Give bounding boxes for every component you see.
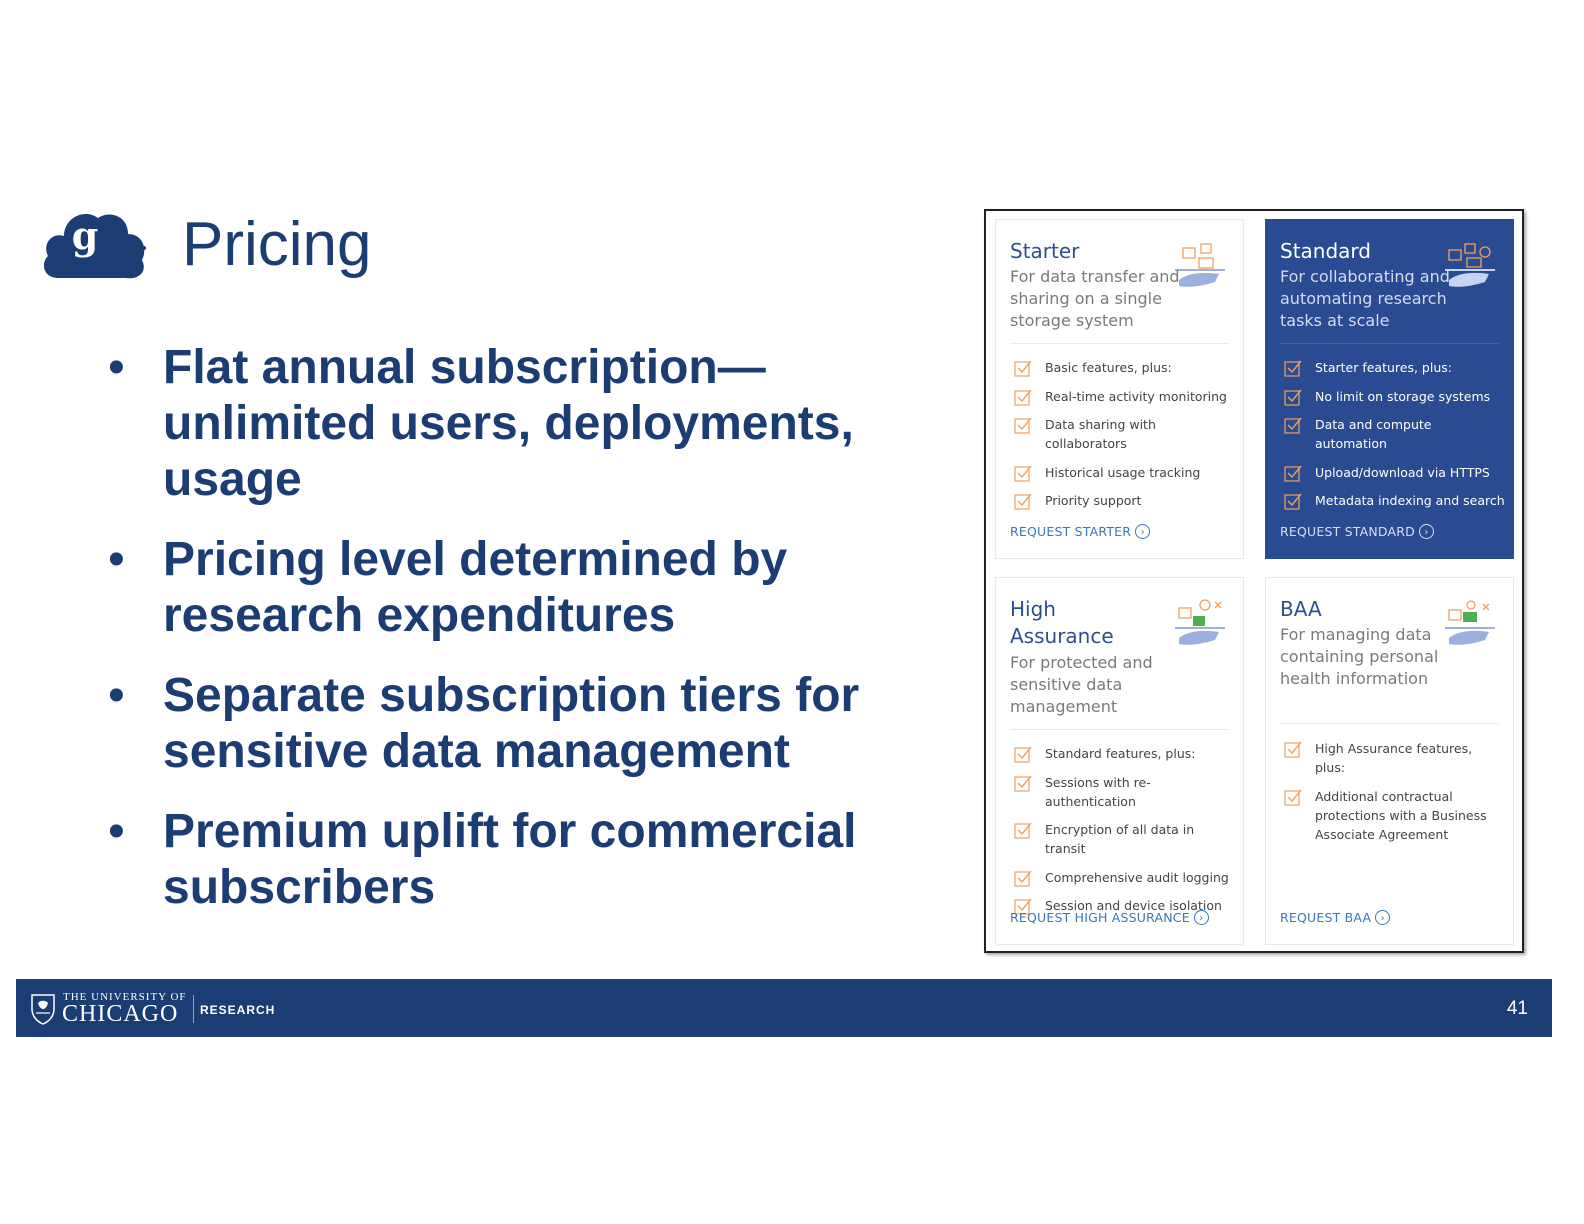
university-crest-icon [30,991,56,1025]
bullet-item: • Pricing level determined by research expenditures [108,532,928,644]
feature-item [1284,358,1505,377]
pricing-plans-panel [984,209,1524,953]
feature-text: Real-time activity monitoring [1045,388,1227,404]
feature-list [1014,358,1235,520]
feature-text: Additional contractual protections with a Business Associate Agreement [1315,788,1487,842]
plan-card-baa [1265,577,1514,945]
checkbox-check-icon [1014,774,1032,792]
plan-subtitle: For protected and sensitive data management [1010,653,1153,716]
feature-text: Encryption of all data in transit [1045,822,1195,856]
feature-text: Data and compute automation [1315,417,1432,451]
feature-item [1284,387,1505,406]
feature-text: Comprehensive audit logging [1045,869,1229,885]
footer-bar [16,979,1552,1037]
request-high-assurance-link[interactable] [1010,910,1209,925]
plan-title: Starter [1010,239,1080,263]
university-name: CHICAGO [62,1001,179,1027]
checkbox-check-icon [1014,464,1032,482]
card-divider [1280,343,1499,344]
checkbox-check-icon [1284,388,1302,406]
feature-item [1284,491,1505,510]
feature-text: Sessions with re-authentication [1045,774,1151,809]
plan-subtitle: For collaborating and automating research tasks at scale [1280,267,1450,330]
card-divider [1280,723,1499,724]
request-baa-link[interactable] [1280,910,1390,925]
footer-separator [193,995,194,1023]
card-divider [1010,343,1229,344]
feature-text: Session and device isolation [1045,898,1222,913]
plan-card-standard [1265,219,1514,559]
plan-title: BAA [1280,597,1322,621]
protected-data-hand-icon [1171,598,1229,650]
feature-item [1284,415,1505,453]
cta-label: REQUEST STARTER [1010,524,1132,539]
checkbox-check-icon [1284,788,1302,806]
feature-text: Metadata indexing and search [1315,493,1505,508]
feature-item [1014,358,1235,377]
plan-card-starter [995,219,1244,559]
university-name-small: THE UNIVERSITY OF [63,991,187,1003]
chevron-right-circle-icon: › [1194,910,1209,925]
feature-item [1014,387,1235,406]
plan-title: Standard [1280,239,1371,263]
feature-text: Historical usage tracking [1045,464,1201,480]
checkbox-check-icon [1014,416,1032,434]
cta-label: REQUEST STANDARD [1280,524,1415,539]
checkbox-check-icon [1284,492,1302,510]
feature-list [1284,358,1505,520]
feature-item [1014,491,1235,510]
plan-card-high-assurance [995,577,1244,945]
checkbox-check-icon [1014,821,1032,839]
feature-item [1014,744,1235,763]
checkbox-check-icon [1284,359,1302,377]
plan-title: High Assurance [1010,597,1114,648]
plan-subtitle: For data transfer and sharing on a single storage system [1010,267,1180,330]
feature-text: Starter features, plus: [1315,360,1452,375]
feature-text: Upload/download via HTTPS [1315,464,1490,480]
checkbox-check-icon [1014,388,1032,406]
feature-text: No limit on storage systems [1315,388,1491,404]
feature-text: Data sharing with collaborators [1045,417,1156,451]
page-number: 41 [1506,998,1528,1019]
bullet-list [108,340,928,940]
checkbox-check-icon [1284,416,1302,434]
globus-cloud-logo-icon [38,204,150,284]
feature-item [1014,820,1235,858]
feature-item [1014,868,1235,887]
feature-item [1284,739,1505,777]
feature-item [1014,415,1235,453]
feature-item [1284,787,1505,844]
feature-text: Priority support [1045,493,1142,508]
bullet-item: • Flat annual subscription— unlimited users, deployments, usage [108,340,928,508]
chevron-right-circle-icon: › [1419,524,1434,539]
checkbox-check-icon [1014,745,1032,763]
chevron-right-circle-icon: › [1375,910,1390,925]
chevron-right-circle-icon: › [1135,524,1150,539]
feature-list [1284,739,1505,853]
cta-label: REQUEST HIGH ASSURANCE [1010,910,1190,925]
checkbox-check-icon [1284,464,1302,482]
checkbox-check-icon [1284,740,1302,758]
feature-text: Standard features, plus: [1045,746,1196,761]
feature-item [1014,773,1235,811]
feature-text: Basic features, plus: [1045,360,1172,375]
checkbox-check-icon [1014,869,1032,887]
feature-item [1284,463,1505,482]
feature-item [1014,463,1235,482]
bullet-item: • Separate subscription tiers for sensitive data management [108,668,928,780]
feature-list [1014,744,1235,925]
card-divider [1010,729,1229,730]
svg-text:g: g [71,213,99,258]
checkbox-check-icon [1014,492,1032,510]
department-label: RESEARCH [200,1003,276,1017]
cta-label: REQUEST BAA [1280,910,1372,925]
feature-text: High Assurance features, plus: [1315,741,1473,775]
request-standard-link[interactable] [1280,524,1434,539]
checkbox-check-icon [1014,359,1032,377]
plan-subtitle: For managing data containing personal health information [1280,625,1439,688]
request-starter-link[interactable] [1010,524,1150,539]
page-title: Pricing [182,210,372,279]
bullet-item: • Premium uplift for commercial subscribers [108,804,928,916]
